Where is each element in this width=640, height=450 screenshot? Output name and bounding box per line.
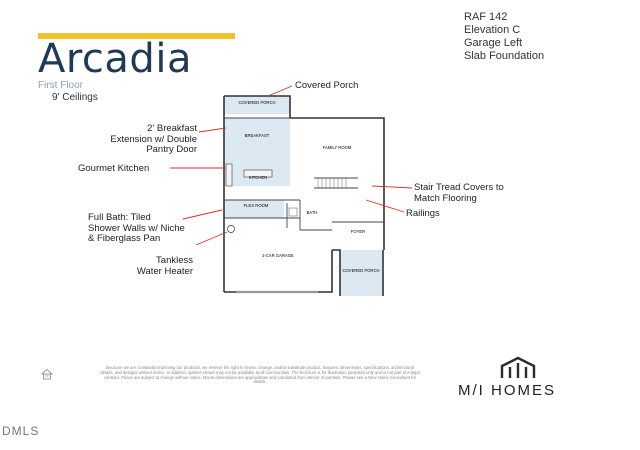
room-covered-porch-front: COVERED PORCH (342, 268, 380, 273)
staircase (318, 178, 346, 188)
callout-gourmet-kitchen: Gourmet Kitchen (78, 163, 150, 174)
room-garage: 2-CAR GARAGE (262, 253, 294, 258)
callout-line: Match Flooring (414, 192, 477, 204)
covered-porch-front-fill (340, 250, 383, 296)
room-flex: FLEX ROOM (243, 203, 269, 208)
breakfast-fill (224, 118, 290, 164)
shower-fixture (289, 208, 297, 216)
ceiling-label: 9' Ceilings (52, 92, 98, 103)
room-foyer: FOYER (350, 229, 366, 234)
equal-housing-icon (41, 368, 53, 380)
callout-railings: Railings (406, 208, 440, 219)
brand-name: M/I HOMES (458, 382, 557, 399)
callout-line: Pantry Door (146, 144, 197, 155)
plan-info-line: RAF 142 (464, 11, 508, 23)
plan-info-line: Elevation C (464, 24, 521, 36)
callout-line: & Fiberglass Pan (88, 233, 161, 244)
callout-covered-porch: Covered Porch (295, 80, 359, 91)
callout-line: Tankless (156, 255, 193, 266)
callout-line: Full Bath: Tiled (88, 212, 151, 223)
water-heater-symbol (228, 226, 235, 233)
plan-info-line: Garage Left (464, 37, 523, 49)
callout-line: Water Heater (136, 265, 193, 277)
callout-stair-tread (414, 183, 504, 204)
legal-disclaimer: Because we are constantly improving our products, we reserve the right to revise, change, and/or substitute product, features, dimensions, specifications, architectural details, and designs without notice. In addition, options shown may not be available at all communities. The brochure is for illustration purposes only and is not part of a legal contract. Prices are subject to change without notice. Room dimensions are approximate and calculated from interior of partition. Please see a New Home Consultant for details. (100, 365, 420, 385)
house-logo-icon (500, 356, 536, 380)
plan-info-line: Slab Foundation (464, 50, 545, 62)
callout-breakfast-extension (100, 124, 197, 156)
covered-porch-top-fill (224, 96, 290, 114)
callout-line: Extension w/ Double (110, 133, 197, 145)
callout-full-bath (88, 213, 185, 245)
floor-label: First Floor (38, 80, 83, 91)
callout-leaders (170, 86, 412, 245)
room-family: FAMILY ROOM (322, 145, 352, 150)
mls-mark: DMLS (2, 424, 40, 438)
room-breakfast: BREAKFAST (244, 133, 270, 138)
room-covered-porch-top: COVERED PORCH (238, 100, 276, 105)
callout-line: Shower Walls w/ Niche (88, 222, 185, 234)
callout-water-heater (100, 256, 193, 277)
plan-title: Arcadia (38, 36, 192, 82)
room-bath: BATH (306, 210, 318, 215)
callout-line: Stair Tread Covers to (414, 182, 504, 193)
room-kitchen: KITCHEN (248, 175, 268, 180)
callout-line: 2' Breakfast (147, 123, 197, 134)
